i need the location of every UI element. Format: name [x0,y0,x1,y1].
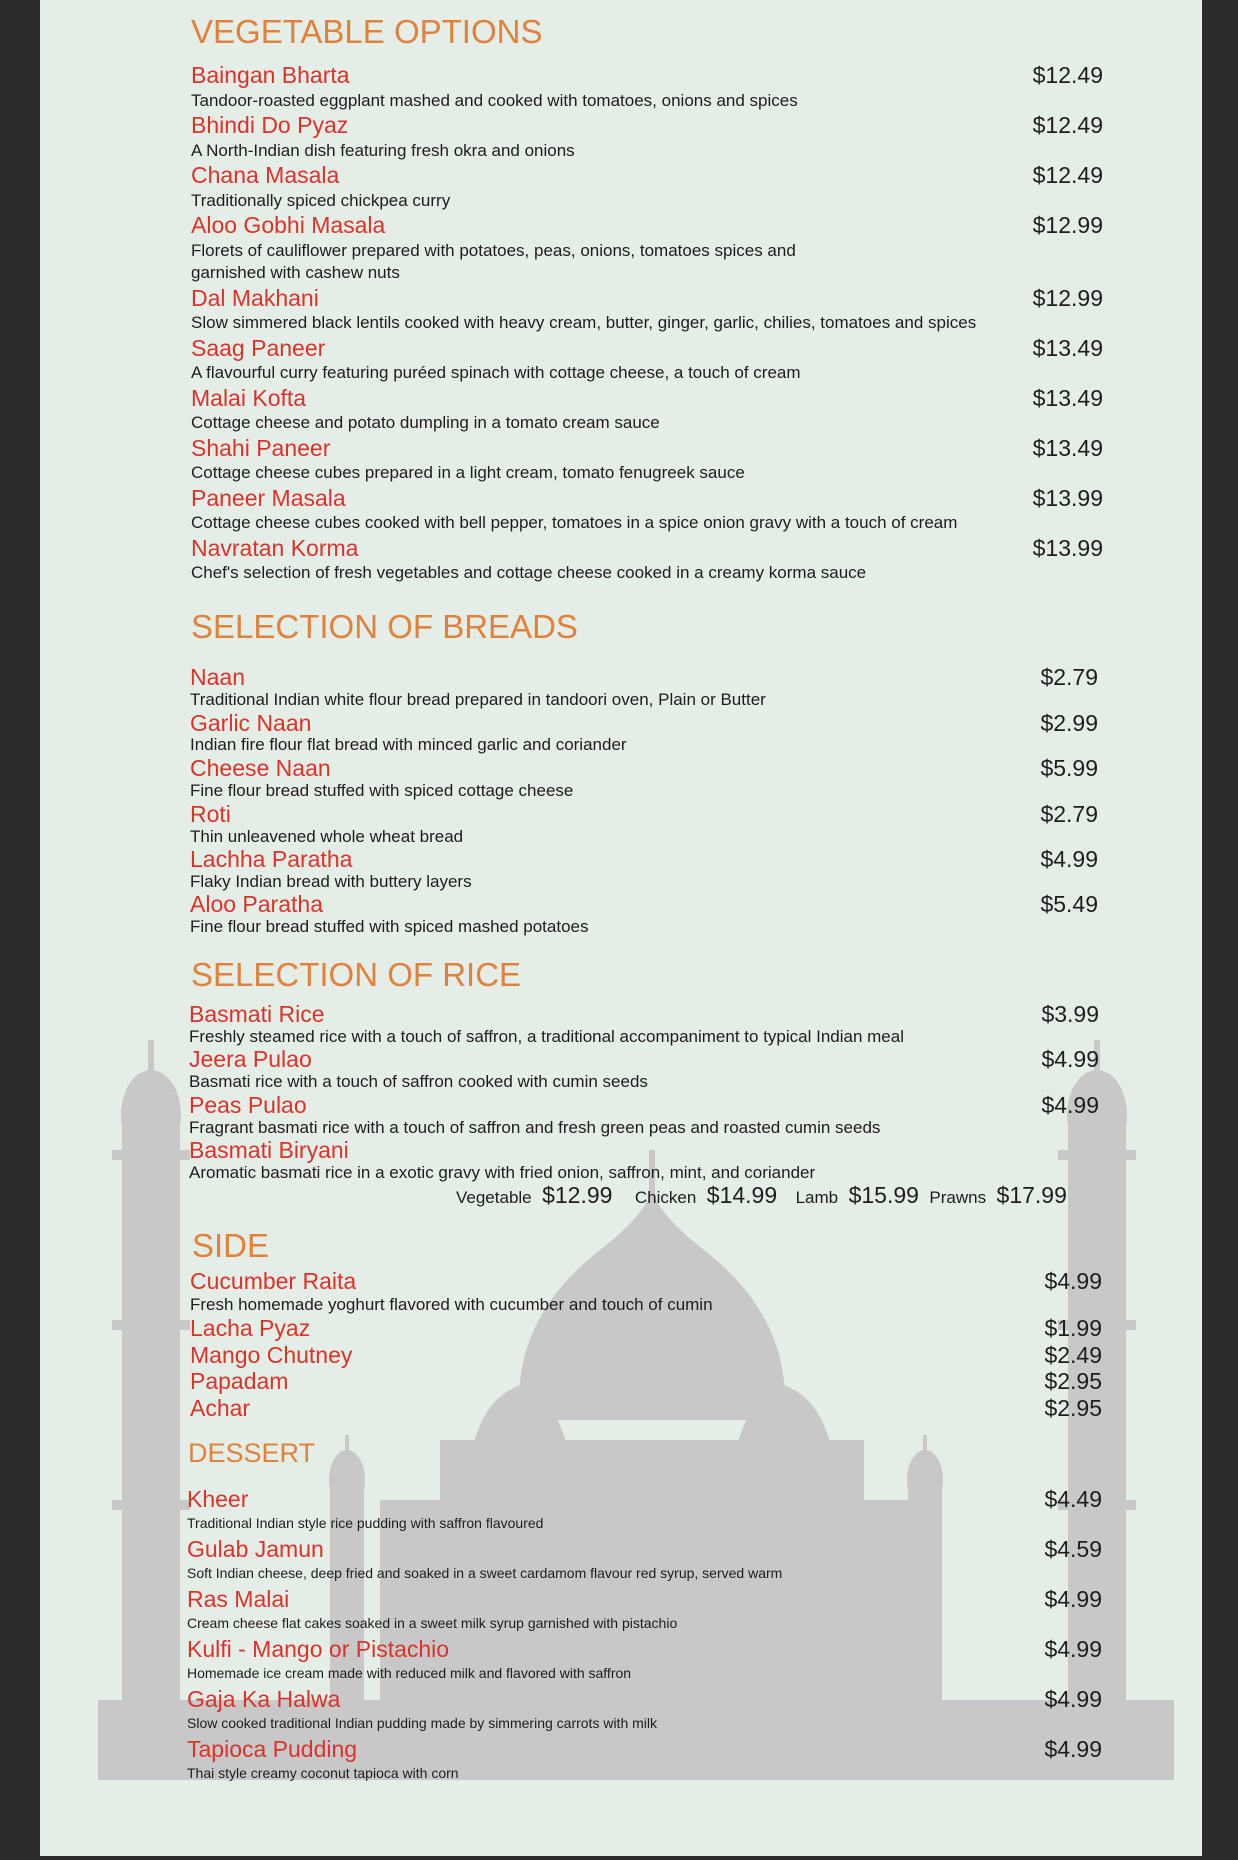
menu-item-price: $12.49 [1032,112,1103,138]
menu-item-desc: Thin unleavened whole wheat bread [190,827,464,846]
menu-item-desc: Soft Indian cheese, deep fried and soaked in a sweet cardamom flavour red syrup, served warm [187,1565,783,1581]
variant-label: Vegetable [456,1188,532,1207]
menu-item-price: $5.49 [1040,891,1098,917]
menu-item-price: $4.99 [1044,1586,1102,1612]
menu-item-price: $13.49 [1032,435,1103,461]
menu-item-price: $13.99 [1032,485,1103,511]
menu-item-price: $12.49 [1032,162,1103,188]
menu-item-price: $13.49 [1032,335,1103,361]
menu-item-name: Saag Paneer [191,335,326,361]
menu-item-price: $13.49 [1032,385,1103,411]
menu-item-price: $2.79 [1040,801,1098,827]
menu-item-name: Mango Chutney [190,1342,353,1368]
menu-item-price: $4.99 [1040,846,1098,872]
menu-item-name: Naan [190,664,245,690]
menu-item-name: Garlic Naan [190,710,312,736]
menu-item-name: Basmati Rice [189,1001,325,1027]
section-heading-side: SIDE [192,1227,270,1264]
menu-item-name: Kheer [187,1486,249,1512]
menu-item-desc: Freshly steamed rice with a touch of saffron, a traditional accompaniment to typical Indian meal [189,1027,904,1046]
menu-item-price: $12.49 [1032,62,1103,88]
menu-item-name: Paneer Masala [191,485,346,511]
menu-item-name: Shahi Paneer [191,435,331,461]
biryani-variants [456,1182,1067,1209]
menu-item-name: Baingan Bharta [191,62,350,88]
menu-item-name: Gaja Ka Halwa [187,1686,341,1712]
menu-item-name: Peas Pulao [189,1092,307,1118]
menu-item-name: Gulab Jamun [187,1536,324,1562]
menu-item-desc: Tandoor-roasted eggplant mashed and cooked with tomatoes, onions and spices [191,91,798,110]
menu-item-desc: Aromatic basmati rice in a exotic gravy with fried onion, saffron, mint, and coriander [189,1163,816,1182]
menu-item-desc-line2: garnished with cashew nuts [191,263,400,282]
menu-item-desc: Traditionally spiced chickpea curry [191,191,451,210]
menu-item-price: $3.99 [1041,1001,1099,1027]
menu-item-price: $12.99 [1032,285,1103,311]
menu-item-price: $12.99 [1032,212,1103,238]
menu-item-price: $4.49 [1044,1486,1102,1512]
menu-page [40,0,1202,1856]
variant-price: $12.99 [542,1182,613,1208]
menu-item-price: $2.49 [1044,1342,1102,1368]
menu-item-desc: Fine flour bread stuffed with spiced mashed potatoes [190,917,589,936]
menu-item-name: Tapioca Pudding [187,1736,358,1762]
menu-item-price: $4.99 [1044,1268,1102,1294]
menu-item-desc: Florets of cauliflower prepared with potatoes, peas, onions, tomatoes spices and [191,241,796,260]
menu-item-name: Achar [190,1395,251,1421]
menu-item-name: Ras Malai [187,1586,290,1612]
menu-item-desc: Slow simmered black lentils cooked with heavy cream, butter, ginger, garlic, chilies, tomatoes and spices [191,313,977,332]
section-heading-breads: SELECTION OF BREADS [191,608,578,645]
menu-item-desc: Slow cooked traditional Indian pudding made by simmering carrots with milk [187,1715,657,1731]
menu-item-price: $4.99 [1044,1636,1102,1662]
menu-item-desc: Cottage cheese cubes cooked with bell pepper, tomatoes in a spice onion gravy with a touch of cream [191,513,958,532]
menu-item-desc: Cottage cheese cubes prepared in a light cream, tomato fenugreek sauce [191,463,745,482]
menu-item-desc: Homemade ice cream made with reduced milk and flavored with saffron [187,1665,632,1681]
menu-item-price: $4.99 [1041,1092,1099,1118]
menu-item-desc: Thai style creamy coconut tapioca with corn [187,1765,459,1781]
menu-item-price: $4.59 [1044,1536,1102,1562]
menu-item-desc: Chef's selection of fresh vegetables and cottage cheese cooked in a creamy korma sauce [191,563,867,582]
variant-price: $17.99 [996,1182,1067,1208]
menu-item-desc: A flavourful curry featuring puréed spinach with cottage cheese, a touch of cream [191,363,801,382]
menu-item-desc: Fine flour bread stuffed with spiced cottage cheese [190,781,574,800]
menu-item-name: Aloo Paratha [190,891,323,917]
menu-item-price: $2.79 [1040,664,1098,690]
menu-item-price: $2.95 [1044,1395,1102,1421]
menu-item-name: Malai Kofta [191,385,307,411]
menu-item-desc: Indian fire flour flat bread with minced garlic and coriander [190,735,627,754]
variant-label: Lamb [795,1188,839,1207]
menu-item-name: Roti [190,801,231,827]
menu-item-name: Dal Makhani [191,285,319,311]
section-heading-rice: SELECTION OF RICE [191,956,522,993]
menu-item-desc: A North-Indian dish featuring fresh okra and onions [191,141,575,160]
variant-label: Prawns [929,1188,987,1207]
section-heading-vegetable: VEGETABLE OPTIONS [191,13,543,50]
menu-item-name: Basmati Biryani [189,1137,349,1163]
menu-item-desc: Traditional Indian style rice pudding with saffron flavoured [187,1515,544,1531]
menu-item-desc: Traditional Indian white flour bread prepared in tandoori oven, Plain or Butter [190,690,766,709]
menu-item-name: Cucumber Raita [190,1268,357,1294]
menu-item-name: Cheese Naan [190,755,331,781]
menu-item-name: Jeera Pulao [189,1046,312,1072]
section-heading-dessert: DESSERT [188,1438,316,1468]
menu-item-desc: Fragrant basmati rice with a touch of saffron and fresh green peas and roasted cumin seeds [189,1118,881,1137]
menu-item-price: $4.99 [1044,1736,1102,1762]
menu-item-price: $2.99 [1040,710,1098,736]
menu-item-name: Lacha Pyaz [190,1315,311,1341]
menu-item-price: $2.95 [1044,1368,1102,1394]
menu-item-name: Navratan Korma [191,535,359,561]
menu-item-name: Kulfi - Mango or Pistachio [187,1636,450,1662]
menu-item-desc: Fresh homemade yoghurt flavored with cucumber and touch of cumin [190,1295,713,1314]
menu-item-price: $1.99 [1044,1315,1102,1341]
menu-item-price: $13.99 [1032,535,1103,561]
menu-item-price: $4.99 [1044,1686,1102,1712]
menu-item-price: $4.99 [1041,1046,1099,1072]
menu-item-name: Bhindi Do Pyaz [191,112,349,138]
menu-item-name: Papadam [190,1368,289,1394]
menu-item-name: Lachha Paratha [190,846,353,872]
menu-item-desc: Cream cheese flat cakes soaked in a sweet milk syrup garnished with pistachio [187,1615,678,1631]
menu-item-desc: Flaky Indian bread with buttery layers [190,872,472,891]
menu-item-desc: Basmati rice with a touch of saffron cooked with cumin seeds [189,1072,648,1091]
variant-price: $15.99 [848,1182,919,1208]
menu-item-desc: Cottage cheese and potato dumpling in a tomato cream sauce [191,413,660,432]
menu-item-name: Aloo Gobhi Masala [191,212,386,238]
menu-item-name: Chana Masala [191,162,340,188]
variant-label: Chicken [634,1188,697,1207]
variant-price: $14.99 [706,1182,778,1208]
menu-item-price: $5.99 [1040,755,1098,781]
